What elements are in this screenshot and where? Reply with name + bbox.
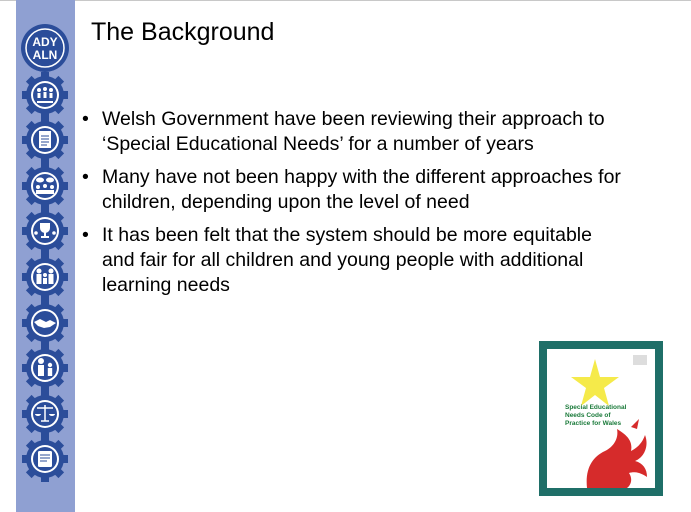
handshake-icon bbox=[20, 298, 70, 348]
top-divider bbox=[0, 0, 691, 1]
bullet-text: Welsh Government have been reviewing their approach to ‘Special Educational Needs’ for a number of years bbox=[102, 108, 605, 155]
bullet-item bbox=[82, 107, 622, 157]
bullet-dot: • bbox=[82, 108, 89, 130]
dragon-icon bbox=[587, 419, 647, 488]
star-icon bbox=[571, 359, 619, 406]
bullet-item bbox=[82, 165, 622, 215]
bullet-text: It has been felt that the system should be more equitable and fair for all children and young people with additional learning needs bbox=[102, 224, 592, 296]
badge-line2: ALN bbox=[32, 48, 58, 62]
tablet-icon bbox=[20, 434, 70, 484]
bullet-text: Many have not been happy with the different approaches for children, depending upon the level of need bbox=[102, 166, 621, 213]
cover-title: Special Educational Needs Code of Practice for Wales bbox=[565, 404, 627, 427]
code-of-practice-cover bbox=[539, 341, 663, 496]
bullet-dot: • bbox=[82, 166, 89, 188]
cover-page bbox=[547, 349, 655, 488]
parent-child-icon bbox=[20, 343, 70, 393]
bullet-item bbox=[82, 223, 622, 298]
scales-icon bbox=[20, 389, 70, 439]
bullet-list bbox=[82, 107, 622, 306]
family-icon bbox=[20, 252, 70, 302]
ady-aln-badge bbox=[20, 23, 70, 73]
logo-mark bbox=[633, 355, 647, 365]
trophy-icon bbox=[20, 206, 70, 256]
document-icon bbox=[20, 115, 70, 165]
slide-title: The Background bbox=[91, 18, 275, 46]
group-speech-icon bbox=[20, 161, 70, 211]
people-age-icon bbox=[20, 70, 70, 120]
bullet-dot: • bbox=[82, 224, 89, 246]
badge-line1: ADY bbox=[32, 35, 58, 49]
